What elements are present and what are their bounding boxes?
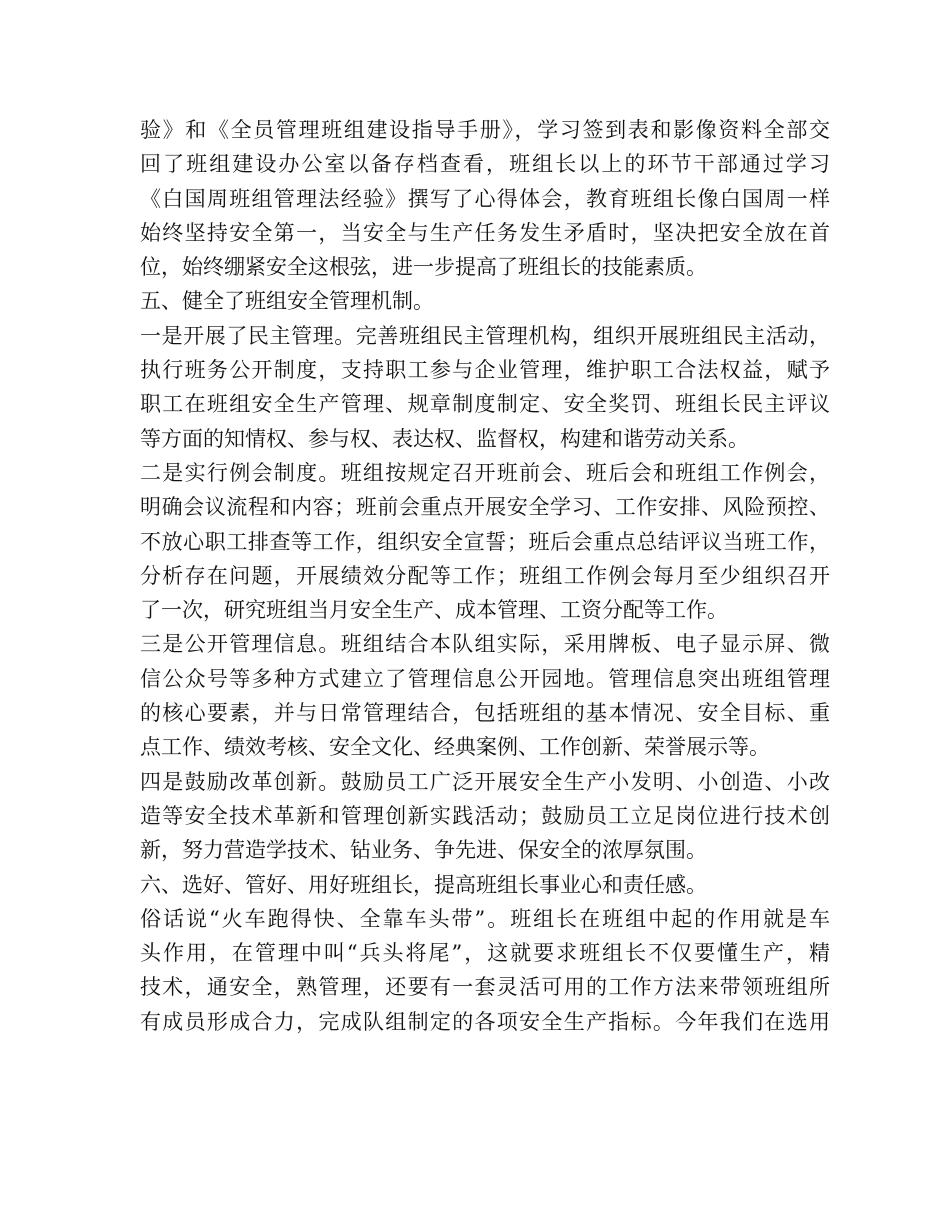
text-line: 明确会议流程和内容；班前会重点开展安全学习、工作安排、风险预控、 (140, 495, 830, 520)
text-line: 点工作、绩效考核、安全文化、经典案例、工作创新、荣誉展示等。 (140, 735, 770, 760)
text-line: 三是公开管理信息。班组结合本队组实际，采用牌板、电子显示屏、微 (140, 632, 830, 657)
text-line: 验》和《全员管理班组建设指导手册》，学习签到表和影像资料全部交 (140, 118, 830, 142)
text-line: 技术，通安全，熟管理，还要有一套灵活可用的工作方法来带领班组所 (140, 975, 830, 1000)
text-line: 俗话说“火车跑得快、全靠车头带”。班组长在班组中起的作用就是车 (140, 906, 830, 931)
text-line: 分析存在问题，开展绩效分配等工作；班组工作例会每月至少组织召开 (140, 563, 830, 588)
text-line: 不放心职工排查等工作，组织安全宣誓；班后会重点总结评议当班工作， (140, 529, 830, 554)
text-line: 位，始终绷紧安全这根弦，进一步提高了班组长的技能素质。 (140, 255, 707, 280)
text-line: 职工在班组安全生产管理、规章制度制定、安全奖罚、班组长民主评议 (140, 392, 830, 417)
text-line: 始终坚持安全第一，当安全与生产任务发生矛盾时，坚决把安全放在首 (140, 220, 830, 245)
text-line: 《白国周班组管理法经验》撰写了心得体会，教育班组长像白国周一样 (140, 186, 830, 211)
document-body (140, 113, 830, 1039)
text-line: 二是实行例会制度。班组按规定召开班前会、班后会和班组工作例会， (140, 460, 830, 485)
text-line: 头作用，在管理中叫“兵头将尾”，这就要求班组长不仅要懂生产，精 (140, 941, 830, 966)
text-line: 执行班务公开制度，支持职工参与企业管理，维护职工合法权益，赋予 (140, 358, 830, 383)
text-line: 了一次，研究班组当月安全生产、成本管理、工资分配等工作。 (140, 598, 728, 623)
text-line: 有成员形成合力，完成队组制定的各项安全生产指标。今年我们在选用 (140, 1009, 830, 1034)
text-line: 回了班组建设办公室以备存档查看，班组长以上的环节干部通过学习 (140, 152, 830, 177)
text-line: 等方面的知情权、参与权、表达权、监督权，构建和谐劳动关系。 (140, 426, 749, 451)
text-line: 一是开展了民主管理。完善班组民主管理机构，组织开展班组民主活动， (140, 323, 830, 348)
text-line: 造等安全技术革新和管理创新实践活动；鼓励员工立足岗位进行技术创 (140, 803, 830, 828)
section-heading: 六、选好、管好、用好班组长，提高班组长事业心和责任感。 (140, 872, 707, 897)
text-line: 的核心要素，并与日常管理结合，包括班组的基本情况、安全目标、重 (140, 701, 830, 726)
text-line: 新，努力营造学技术、钻业务、争先进、保安全的浓厚氛围。 (140, 838, 707, 863)
section-heading: 五、健全了班组安全管理机制。 (140, 289, 434, 314)
text-line: 四是鼓励改革创新。鼓励员工广泛开展安全生产小发明、小创造、小改 (140, 769, 830, 794)
text-line: 信公众号等多种方式建立了管理信息公开园地。管理信息突出班组管理 (140, 666, 830, 691)
